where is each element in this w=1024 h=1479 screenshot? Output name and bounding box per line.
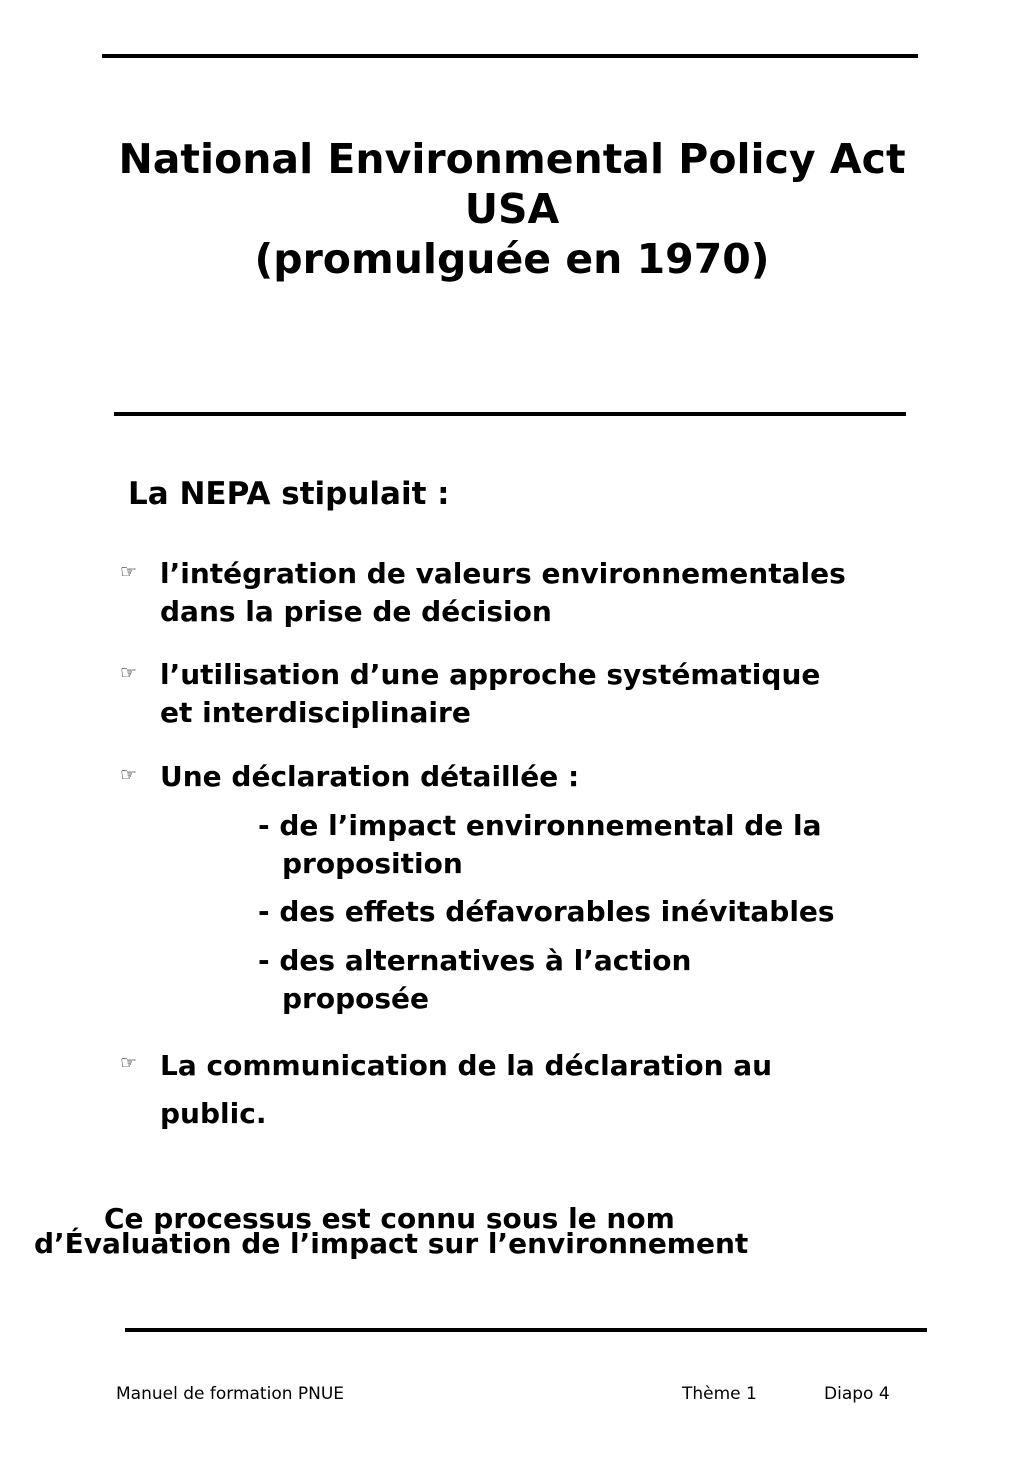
sub-list-item xyxy=(258,893,878,931)
bottom-rule xyxy=(125,1328,927,1332)
list-item-line-2: et interdisciplinaire xyxy=(160,696,471,729)
top-rule xyxy=(102,54,918,58)
title-line-3: (promulguée en 1970) xyxy=(254,235,770,283)
list-item-line-2: public. xyxy=(160,1097,267,1130)
list-item-line-1: l’utilisation d’une approche systématique xyxy=(160,658,821,691)
footer-slide-number: Diapo 4 xyxy=(824,1384,890,1404)
list-item-line-1: Une déclaration détaillée : xyxy=(160,760,580,793)
title-line-1: National Environmental Policy Act xyxy=(118,135,906,183)
sub-item-line-2: proposée xyxy=(282,982,430,1015)
sub-item-line-1: - des effets défavorables inévitables xyxy=(258,895,835,928)
process-line-2: d’Évaluation de l’impact sur l’environnement xyxy=(34,1227,749,1260)
sub-list-item xyxy=(258,942,878,1018)
process-line-1: Ce processus est connu sous le nom xyxy=(104,1202,675,1235)
sub-item-line-2: proposition xyxy=(282,847,463,880)
title-line-2: USA xyxy=(464,185,560,233)
sub-list-item xyxy=(258,807,878,883)
pointing-hand-icon: ☞ xyxy=(120,764,138,786)
pointing-hand-icon: ☞ xyxy=(120,561,138,583)
intro-heading: La NEPA stipulait : xyxy=(128,476,450,512)
pointing-hand-icon: ☞ xyxy=(120,1052,138,1074)
sub-item-line-1: - des alternatives à l’action xyxy=(258,944,692,977)
list-item-line-1: l’intégration de valeurs environnementales xyxy=(160,557,846,590)
page-title xyxy=(0,134,1024,284)
list-item-line-2: dans la prise de décision xyxy=(160,595,552,628)
footer-theme: Thème 1 xyxy=(682,1384,757,1404)
middle-rule xyxy=(114,412,906,416)
sub-item-line-1: - de l’impact environnemental de la xyxy=(258,809,822,842)
list-item-line-1: La communication de la déclaration au xyxy=(160,1049,773,1082)
pointing-hand-icon: ☞ xyxy=(120,662,138,684)
footer-source: Manuel de formation PNUE xyxy=(116,1384,345,1404)
